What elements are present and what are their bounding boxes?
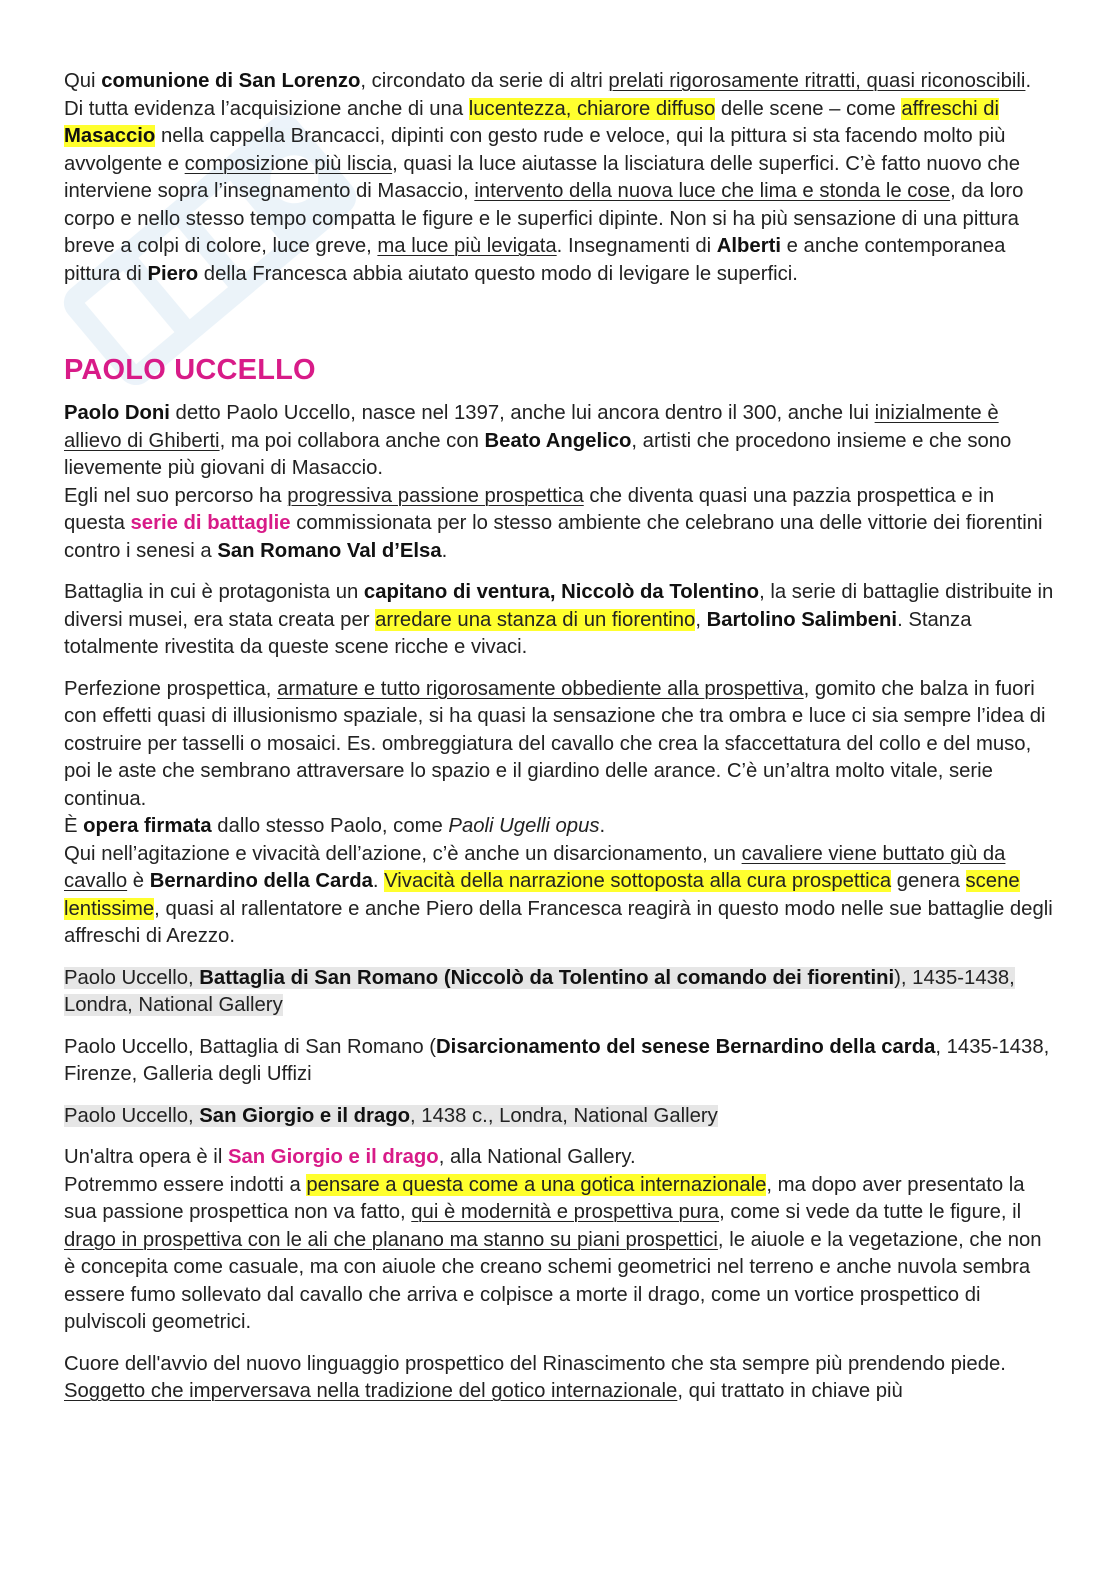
paragraph-battle: Battaglia in cui è protagonista un capitano di ventura, Niccolò da Tolentino, la serie di battaglie distribuite in diversi musei, era stata creata per arredare una stanza di un fiorentino, Bartolino Salimbeni. Stanza totalmente rivestita da queste scene ricche e vivaci.	[64, 581, 1054, 658]
paragraph-biography: Paolo Doni detto Paolo Uccello, nasce nel 1397, anche lui ancora dentro il 300, anche lui inizialmente è allievo di Ghiberti, ma poi collabora anche con Beato Angelico, artisti che procedono insieme e che sono lievemente più giovani di Masaccio.	[64, 402, 1012, 479]
paragraph-unhorsing: Qui nell’agitazione e vivacità dell’azione, c’è anche un disarcionamento, un cavaliere viene buttato giù da cavallo è Bernardino della Carda. Vivacità della narrazione sottoposta alla cura prospettica genera scene lentissime, quasi al rallentatore e anche Piero della Francesca reagirà in questo modo nelle sue battaglie degli affreschi di Arezzo.	[64, 842, 1053, 947]
document-page	[64, 68, 1054, 1406]
caption-battle-uffizi: Paolo Uccello, Battaglia di San Romano (Disarcionamento del senese Bernardino della carda, 1435-1438, Firenze, Galleria degli Uffizi	[64, 1035, 1050, 1085]
caption-san-giorgio: Paolo Uccello, San Giorgio e il drago, 1438 c., Londra, National Gallery	[64, 1104, 718, 1127]
paragraph-modernity: Potremmo essere indotti a pensare a questa come a una gotica internazionale, ma dopo aver presentato la sua passione prospettica non va fatto, qui è modernità e prospettiva pura, come si vede da tutte le figure, il drago in prospettiva con le ali che planano ma stanno su piani prospettici, le aiuole e la vegetazione, che non è concepita come casuale, ma con aiuole che creano schemi geometrici nel terreno e anche nuvola sembra essere fumo sollevato dal cavallo che arriva e colpisce a morte il drago, come un vortice prospettico di pulviscoli geometrici.	[64, 1173, 1042, 1333]
caption-battle-london: Paolo Uccello, Battaglia di San Romano (Niccolò da Tolentino al comando dei fiorentini), 1435-1438, Londra, National Gallery	[64, 966, 1015, 1016]
paragraph-perspective: Egli nel suo percorso ha progressiva passione prospettica che diventa quasi una pazzia prospettica e in questa serie di battaglie commissionata per lo stesso ambiente che celebrano una delle vittorie dei fiorentini contro i senesi a San Romano Val d’Elsa.	[64, 484, 1043, 562]
paragraph-subject: Soggetto che imperversava nella tradizione del gotico internazionale, qui trattato in chiave più	[64, 1380, 903, 1402]
paragraph-intro: Qui comunione di San Lorenzo, circondato da serie di altri prelati rigorosamente ritratti, quasi riconoscibili. Di tutta evidenza l’acquisizione anche di una lucentezza, chiarore diffuso delle scene – come affreschi di Masaccio nella cappella Brancacci, dipinti con gesto rude e veloce, qui la pittura si sta facendo molto più avvolgente e composizione più liscia, quasi la luce aiutasse la lisciatura delle superfici. C’è fatto nuovo che interviene sopra l’insegnamento di Masaccio, intervento della nuova luce che lima e stonda le cose, da loro corpo e nello stesso tempo compatta le figure e le superfici dipinte. Non si ha più sensazione di una pittura breve a colpi di colore, luce greve, ma luce più levigata. Insegnamenti di Alberti e anche contemporanea pittura di Piero della Francesca abbia aiutato questo modo di levigare le superfici.	[64, 70, 1032, 285]
paragraph-signed-work: È opera firmata dallo stesso Paolo, come Paoli Ugelli opus.	[64, 815, 606, 837]
section-heading: PAOLO UCCELLO	[64, 354, 316, 386]
paragraph-perfection: Perfezione prospettica, armature e tutto rigorosamente obbediente alla prospettiva, gomito che balza in fuori con effetti quasi di illusionismo spaziale, si ha quasi la sensazione che tra ombra e luce ci sia sempre l’idea di costruire per tasselli o mosaici. Es. ombreggiatura del cavallo che crea la sfaccettatura del collo e del muso, poi le aste che sembrano attraversare lo spazio e il giardino delle arance. C’è un’altra molto vitale, serie continua.	[64, 677, 1046, 810]
paragraph-another-work: Un'altra opera è il San Giorgio e il drago, alla National Gallery.	[64, 1146, 636, 1168]
paragraph-renaissance: Cuore dell'avvio del nuovo linguaggio prospettico del Rinascimento che sta sempre più prendendo piede.	[64, 1352, 1006, 1375]
